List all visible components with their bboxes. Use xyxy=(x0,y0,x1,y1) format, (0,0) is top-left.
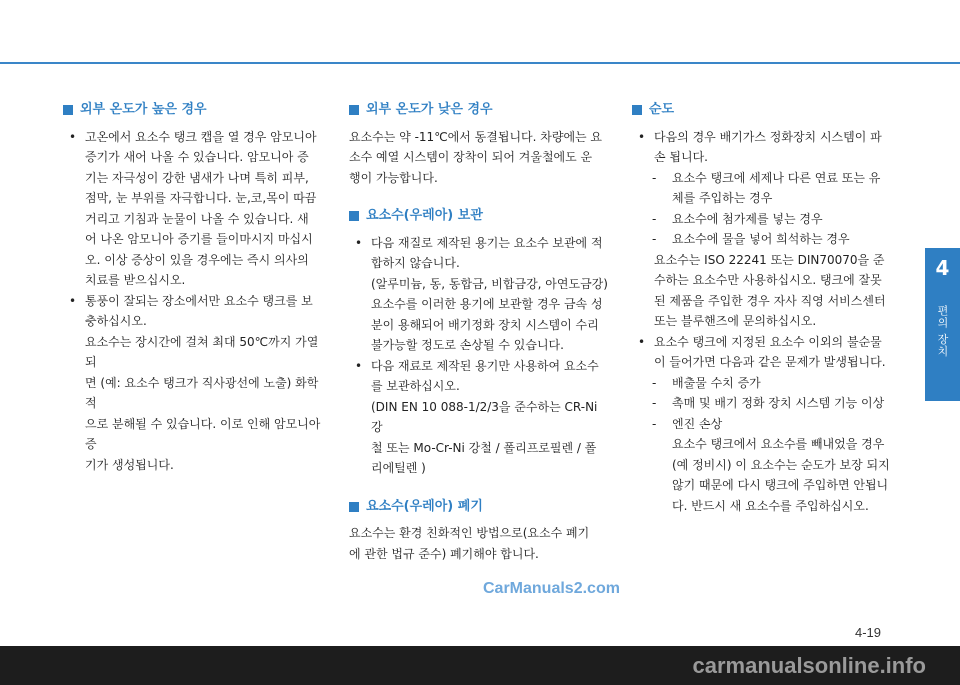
section-heading-purity xyxy=(632,100,894,121)
text-line: 요소수에 물을 넣어 희석하는 경우 xyxy=(672,232,850,246)
watermark: CarManuals2.com xyxy=(483,580,620,597)
text-line: 손 됩니다. xyxy=(654,150,708,164)
dash-item xyxy=(632,414,894,435)
text-line: 요소수는 ISO 22241 또는 DIN70070을 준 xyxy=(654,252,885,267)
text-line: 어 나온 암모니아 증기를 들이마시지 마십시 xyxy=(85,232,313,246)
square-bullet-icon xyxy=(632,105,642,115)
text-line: 를 보관하십시오. xyxy=(371,379,460,393)
dash-icon: - xyxy=(652,170,657,185)
text-line: 으로 분해될 수 있습니다. 이로 인해 암모니아 증 xyxy=(85,416,321,451)
heading-text: 요소수(우레아) 폐기 xyxy=(366,498,483,514)
square-bullet-icon xyxy=(63,105,73,115)
bullet-item xyxy=(349,233,611,356)
paragraph xyxy=(632,434,894,516)
text-line: 체를 주입하는 경우 xyxy=(672,191,773,205)
text-line: (DIN EN 10 088-1/2/3을 준수하는 CR-Ni 강 xyxy=(371,399,598,434)
text-line: 다음의 경우 배기가스 정화장치 시스템이 파 xyxy=(654,129,882,144)
text-line: 된 제품을 주입한 경우 자사 직영 서비스센터 xyxy=(654,293,886,308)
text-line: 이 들어가면 다음과 같은 문제가 발생됩니다. xyxy=(654,355,886,369)
bullet-icon: • xyxy=(69,293,77,308)
text-line: 다음 재질로 제작된 용기는 요소수 보관에 적 xyxy=(371,235,603,250)
square-bullet-icon xyxy=(349,211,359,221)
text-line: 요소수 탱크에 지정된 요소수 이외의 불순물 xyxy=(654,334,882,349)
heading-text: 요소수(우레아) 보관 xyxy=(366,208,483,223)
section-heading-low-temp xyxy=(349,100,611,121)
bullet-item xyxy=(349,356,611,479)
bullet-item xyxy=(63,127,325,291)
bullet-icon: • xyxy=(638,129,646,144)
column-right xyxy=(632,100,894,516)
section-heading-storage xyxy=(349,206,611,227)
text-line: 오. 이상 증상이 있을 경우에는 즉시 의사의 xyxy=(85,252,309,267)
page-number: 4-19 xyxy=(855,625,882,640)
text-line: 요소수 탱크에 세제나 다른 연료 또는 유 xyxy=(672,170,881,185)
text-line: 또는 블루핸즈에 문의하십시오. xyxy=(654,314,817,328)
dash-item xyxy=(632,168,894,209)
text-line: 요소수는 약 -11℃에서 동결됩니다. 차량에는 요 xyxy=(349,129,603,144)
text-line: 요소수는 환경 친화적인 방법으로(요소수 폐기 xyxy=(349,526,590,540)
bullet-item xyxy=(632,332,894,373)
square-bullet-icon xyxy=(349,502,359,512)
text-line: (알루미늄, 동, 동합금, 비합금강, 아연도금강) xyxy=(371,276,608,291)
heading-text: 외부 온도가 낮은 경우 xyxy=(366,102,493,117)
text-line: 치료를 받으십시오. xyxy=(85,273,186,287)
text-line: 행이 가능합니다. xyxy=(349,170,438,185)
text-line: 기는 자극성이 강한 냄새가 나며 특히 피부, xyxy=(85,170,309,185)
text-line: 요소수를 이러한 용기에 보관할 경우 금속 성 xyxy=(371,297,603,311)
dash-item xyxy=(632,373,894,394)
text-line: 다. 반드시 새 요소수를 주입하십시오. xyxy=(672,498,869,513)
text-line: (예 정비시) 이 요소수는 순도가 보장 되지 xyxy=(672,457,890,472)
bullet-icon: • xyxy=(69,129,77,144)
text-line: 리에틸렌 ) xyxy=(371,461,426,475)
text-line: 수하는 요소수만 사용하십시오. 탱크에 잘못 xyxy=(654,273,882,287)
text-line: 점막, 눈 부위를 자극합니다. 눈,코,목이 따끔 xyxy=(85,191,317,205)
spacer xyxy=(349,188,611,206)
paragraph xyxy=(632,250,894,332)
spacer xyxy=(349,479,611,497)
dash-icon: - xyxy=(652,211,657,226)
text-line: 합하지 않습니다. xyxy=(371,256,460,270)
text-line: 충하십시오. xyxy=(85,314,147,328)
heading-text: 외부 온도가 높은 경우 xyxy=(80,102,207,117)
text-line: 고온에서 요소수 탱크 캡을 열 경우 암모니아 xyxy=(85,129,317,144)
chapter-number: 4 xyxy=(935,256,950,280)
section-heading-disposal xyxy=(349,497,611,518)
text-line: 분이 용해되어 배기정화 장치 시스템이 수리 xyxy=(371,317,599,332)
text-line: 요소수는 장시간에 걸쳐 최대 50℃까지 가열되 xyxy=(85,334,319,369)
text-line: 면 (예: 요소수 탱크가 직사광선에 노출) 화학적 xyxy=(85,375,319,410)
dash-item xyxy=(632,229,894,250)
text-line: 엔진 손상 xyxy=(672,416,723,431)
column-left xyxy=(63,100,325,475)
text-line: 요소수에 첨가제를 넣는 경우 xyxy=(672,211,823,226)
section-heading-high-temp xyxy=(63,100,325,121)
text-line: 않기 때문에 다시 탱크에 주입하면 안됩니 xyxy=(672,478,889,492)
text-line: 배출물 수치 증가 xyxy=(672,375,761,390)
bullet-item xyxy=(632,127,894,168)
bullet-icon: • xyxy=(638,334,646,349)
bullet-icon: • xyxy=(355,235,363,250)
chapter-label: 편의 장치 xyxy=(936,305,949,358)
text-line: 통풍이 잘되는 장소에서만 요소수 탱크를 보 xyxy=(85,293,313,308)
dash-icon: - xyxy=(652,416,657,431)
column-middle xyxy=(349,100,611,564)
text-line: 촉매 및 배기 정화 장치 시스템 기능 이상 xyxy=(672,396,885,410)
text-line: 거리고 기침과 눈물이 나올 수 있습니다. 새 xyxy=(85,211,309,226)
text-line: 기가 생성됩니다. xyxy=(85,457,174,472)
dash-icon: - xyxy=(652,375,657,390)
dash-item xyxy=(632,209,894,230)
dash-item xyxy=(632,393,894,414)
text-line: 증기가 새어 나올 수 있습니다. 암모니아 증 xyxy=(85,150,309,164)
text-line: 철 또는 Mo-Cr-Ni 강철 / 폴리프로필렌 / 폴 xyxy=(371,440,597,455)
top-rule xyxy=(0,62,960,64)
text-line: 요소수 탱크에서 요소수를 빼내었을 경우 xyxy=(672,437,885,451)
square-bullet-icon xyxy=(349,105,359,115)
dash-icon: - xyxy=(652,396,657,410)
text-line: 불가능할 정도로 손상될 수 있습니다. xyxy=(371,338,564,352)
dash-icon: - xyxy=(652,232,657,246)
bullet-icon: • xyxy=(355,358,363,373)
text-line: 소수 예열 시스템이 장착이 되어 겨울철에도 운 xyxy=(349,150,593,164)
text-line: 에 관한 법규 준수) 폐기해야 합니다. xyxy=(349,546,539,561)
heading-text: 순도 xyxy=(649,102,675,117)
text-line: 다음 재료로 제작된 용기만 사용하여 요소수 xyxy=(371,358,599,373)
footer-watermark: carmanualsonline.info xyxy=(692,653,926,678)
bullet-item xyxy=(63,291,325,476)
